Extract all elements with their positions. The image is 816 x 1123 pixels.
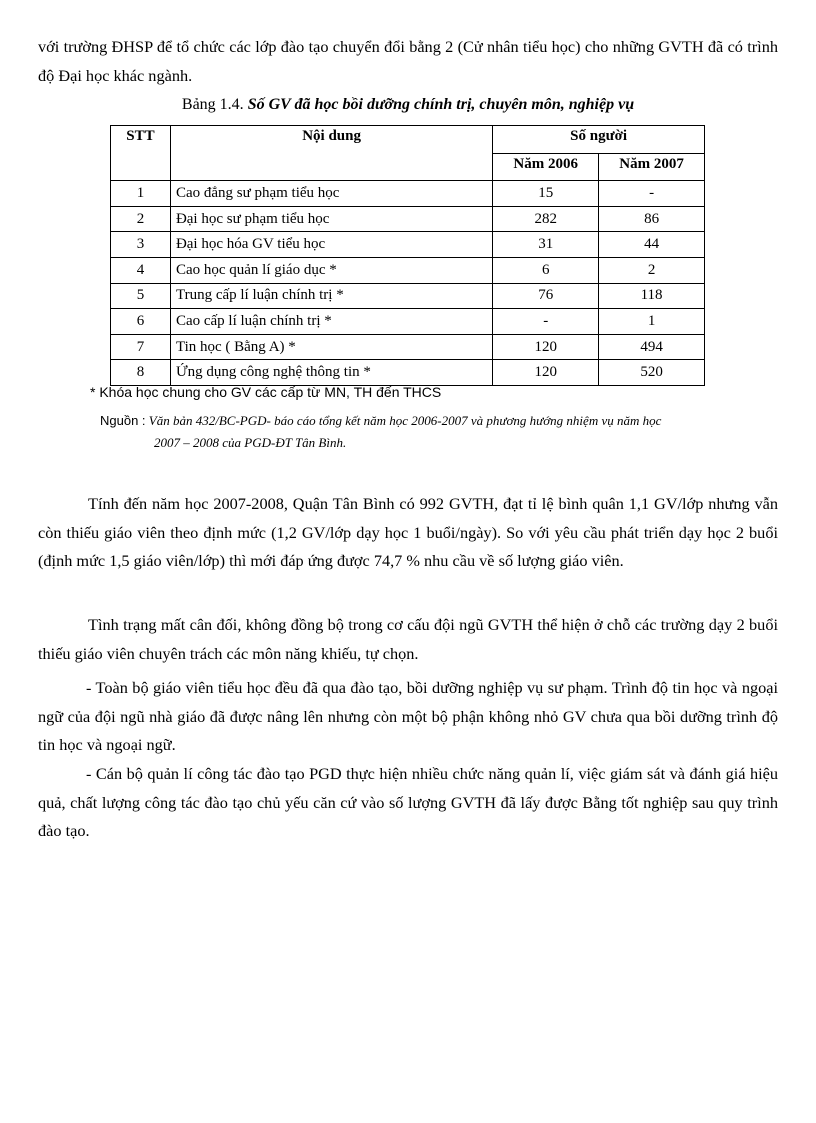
cell-stt: 7	[111, 334, 171, 360]
cell-stt: 5	[111, 283, 171, 309]
cell-2006: 15	[493, 181, 599, 207]
cell-2006: 31	[493, 232, 599, 258]
cell-stt: 2	[111, 206, 171, 232]
cell-content: Cao cấp lí luận chính trị *	[170, 309, 492, 335]
table-caption	[0, 96, 816, 114]
source-line-1: Văn bản 432/BC-PGD- báo cáo tổng kết năm học 2006-2007 và phương hướng nhiệm vụ năm học	[148, 413, 662, 428]
cell-content: Tin học ( Bằng A) *	[170, 334, 492, 360]
cell-2007: -	[599, 181, 705, 207]
cell-2006: 6	[493, 257, 599, 283]
table-row	[111, 360, 705, 386]
cell-stt: 1	[111, 181, 171, 207]
table-row	[111, 206, 705, 232]
paragraph-training: - Toàn bộ giáo viên tiểu học đều đã qua đào tạo, bồi dưỡng nghiệp vụ sư phạm. Trình độ tin học và ngoại ngữ của đội ngũ nhà giáo đã được nâng lên nhưng còn một bộ phận không nhỏ GV chưa qua bồi dưỡng trình độ tin học và ngoại ngữ.	[38, 678, 778, 754]
table-footnote: * Khóa học chung cho GV các cấp từ MN, TH đến THCS	[90, 384, 442, 400]
intro-paragraph: với trường ĐHSP để tổ chức các lớp đào tạo chuyển đổi bằng 2 (Cử nhân tiểu học) cho những GVTH đã có trình độ Đại học khác ngành.	[38, 37, 778, 85]
table-header-row	[111, 126, 705, 154]
cell-stt: 8	[111, 360, 171, 386]
header-year-2007: Năm 2007	[599, 153, 705, 181]
cell-2006: 120	[493, 360, 599, 386]
cell-2006: 120	[493, 334, 599, 360]
cell-content: Đại học sư phạm tiểu học	[170, 206, 492, 232]
paragraph-management: - Cán bộ quản lí công tác đào tạo PGD thực hiện nhiều chức năng quản lí, việc giám sát và đánh giá hiệu quả, chất lượng công tác đào tạo chủ yếu căn cứ vào số lượng GVTH đã lấy được Bằng tốt nghiệp sau quy trình đào tạo.	[38, 764, 778, 840]
table-row	[111, 283, 705, 309]
cell-content: Cao học quản lí giáo dục *	[170, 257, 492, 283]
cell-content: Cao đẳng sư phạm tiểu học	[170, 181, 492, 207]
header-content: Nội dung	[170, 126, 492, 181]
cell-2007: 494	[599, 334, 705, 360]
cell-content: Đại học hóa GV tiểu học	[170, 232, 492, 258]
cell-2007: 1	[599, 309, 705, 335]
table-row	[111, 181, 705, 207]
header-year-2006: Năm 2006	[493, 153, 599, 181]
cell-2007: 520	[599, 360, 705, 386]
cell-stt: 6	[111, 309, 171, 335]
table-row	[111, 309, 705, 335]
cell-2006: -	[493, 309, 599, 335]
header-people: Số người	[493, 126, 705, 154]
cell-stt: 3	[111, 232, 171, 258]
table-row	[111, 257, 705, 283]
source-line-2: 2007 – 2008 của PGD-ĐT Tân Bình.	[154, 435, 347, 450]
cell-2006: 76	[493, 283, 599, 309]
cell-2006: 282	[493, 206, 599, 232]
source-label: Nguồn :	[100, 413, 146, 428]
table-row	[111, 334, 705, 360]
training-table	[110, 125, 705, 386]
cell-stt: 4	[111, 257, 171, 283]
table-source	[100, 410, 778, 454]
table-row	[111, 232, 705, 258]
table-caption-prefix: Bảng 1.4.	[181, 96, 244, 113]
cell-2007: 86	[599, 206, 705, 232]
cell-content: Trung cấp lí luận chính trị *	[170, 283, 492, 309]
cell-2007: 44	[599, 232, 705, 258]
table-caption-title: Số GV đã học bồi dưỡng chính trị, chuyên môn, nghiệp vụ	[247, 96, 635, 113]
cell-2007: 118	[599, 283, 705, 309]
cell-content: Ứng dụng công nghệ thông tin *	[170, 360, 492, 386]
cell-2007: 2	[599, 257, 705, 283]
paragraph-teacher-stats: Tính đến năm học 2007-2008, Quận Tân Bình có 992 GVTH, đạt tỉ lệ bình quân 1,1 GV/lớp nhưng vẫn còn thiếu giáo viên theo định mức (1,2 GV/lớp dạy học 1 buổi/ngày). So với yêu cầu phát triển dạy học 2 buổi (định mức 1,5 giáo viên/lớp) thì mới đáp ứng được 74,7 % nhu cầu về số lượng giáo viên.	[38, 494, 778, 570]
header-stt: STT	[111, 126, 171, 181]
paragraph-imbalance: Tình trạng mất cân đối, không đồng bộ trong cơ cấu đội ngũ GVTH thể hiện ở chỗ các trường dạy 2 buổi thiếu giáo viên chuyên trách các môn năng khiếu, tự chọn.	[38, 615, 778, 663]
